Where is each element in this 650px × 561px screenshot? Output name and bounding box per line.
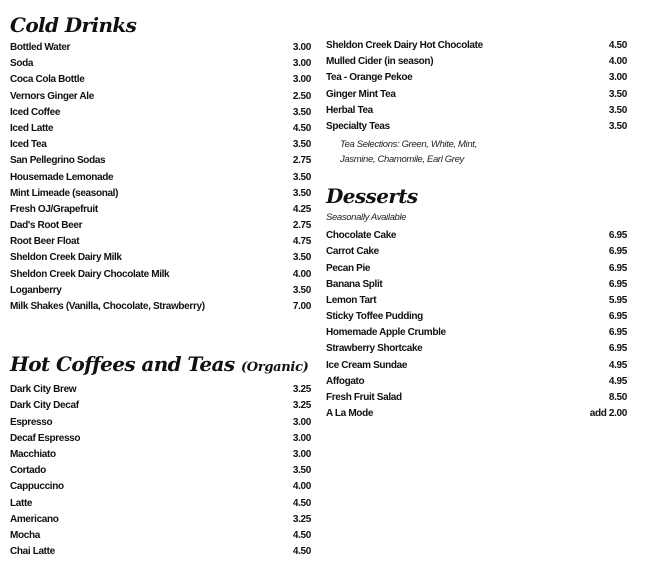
menu-item-price: 3.50 xyxy=(608,120,627,132)
menu-item-row xyxy=(10,170,312,186)
menu-item-price: 3.00 xyxy=(292,74,311,86)
left-column xyxy=(10,0,312,560)
menu-item-name: Affogato xyxy=(326,375,365,387)
menu-item-name: Decaf Espresso xyxy=(10,432,81,444)
menu-item-name: Ice Cream Sundae xyxy=(326,359,408,371)
right-column xyxy=(326,0,628,422)
menu-item-price: 2.75 xyxy=(292,220,311,232)
menu-item-price: 4.00 xyxy=(292,481,311,493)
menu-item-row xyxy=(10,234,312,250)
menu-item-row xyxy=(326,406,628,422)
menu-item-row xyxy=(10,398,312,414)
tea-note-line-2: Jasmine, Chamomile, Earl Grey xyxy=(340,154,464,166)
menu-item-name: Iced Tea xyxy=(10,139,47,151)
hot-coffees-title xyxy=(10,353,312,379)
menu-item-name: Fresh OJ/Grapefruit xyxy=(10,203,98,215)
menu-item-name: Iced Coffee xyxy=(10,106,61,118)
menu-item-name: Macchiato xyxy=(10,448,56,460)
menu-item-price: 4.95 xyxy=(608,375,627,387)
menu-item-price: 3.00 xyxy=(292,58,311,70)
menu-item-row xyxy=(10,89,312,105)
menu-item-name: Americano xyxy=(10,513,59,525)
menu-item-row xyxy=(326,244,628,260)
menu-item-price: 2.75 xyxy=(292,155,311,167)
menu-item-name: Bottled Water xyxy=(10,42,71,53)
desserts-list xyxy=(326,228,628,422)
menu-item-row xyxy=(326,341,628,357)
hot-coffees-subtitle: (Organic) xyxy=(240,360,309,376)
menu-item-price: 3.00 xyxy=(292,416,311,428)
menu-item-row xyxy=(326,358,628,374)
menu-item-price: 4.00 xyxy=(292,268,311,280)
menu-item-price: 4.50 xyxy=(292,122,311,134)
menu-item-price: add 2.00 xyxy=(589,408,627,420)
menu-item-price: 3.50 xyxy=(292,171,311,183)
menu-item-row xyxy=(10,56,312,72)
menu-item-row xyxy=(326,228,628,244)
hot-coffees-list xyxy=(10,382,312,560)
menu-item-name: Sheldon Creek Dairy Milk xyxy=(10,252,122,264)
menu-item-row xyxy=(10,382,312,398)
tea-note-line-1: Tea Selections: Green, White, Mint, xyxy=(340,139,477,151)
menu-item-price: 6.95 xyxy=(608,230,627,242)
cold-drinks-list xyxy=(10,40,312,315)
menu-item-row xyxy=(326,261,628,277)
menu-item-price: 8.50 xyxy=(608,392,627,403)
menu-item-price: 3.00 xyxy=(292,448,311,460)
hot-coffees-title-text: Hot Coffees and Teas xyxy=(10,352,235,377)
menu-item-price: 3.50 xyxy=(292,465,311,477)
desserts-title: Desserts xyxy=(326,184,418,209)
menu-item-price: 3.00 xyxy=(292,432,311,444)
menu-item-row xyxy=(10,202,312,218)
menu-item-price: 3.50 xyxy=(608,104,627,116)
menu-item-price: 3.50 xyxy=(292,106,311,118)
menu-item-name: Mocha xyxy=(10,529,40,541)
menu-item-name: A La Mode xyxy=(326,408,374,420)
menu-item-row xyxy=(326,103,628,119)
menu-item-price: 5.95 xyxy=(608,294,627,306)
menu-item-row xyxy=(10,137,312,153)
menu-item-name: Latte xyxy=(10,497,33,509)
menu-item-price: 3.00 xyxy=(292,42,311,53)
cold-drinks-title: Cold Drinks xyxy=(10,13,137,37)
menu-item-name: Ginger Mint Tea xyxy=(326,88,396,100)
menu-item-price: 4.50 xyxy=(292,546,311,558)
menu-item-name: Dark City Brew xyxy=(10,384,77,396)
menu-item-price: 6.95 xyxy=(608,327,627,339)
menu-item-row xyxy=(10,153,312,169)
menu-item-name: Housemade Lemonade xyxy=(10,171,114,183)
menu-item-row xyxy=(326,374,628,390)
menu-item-name: Milk Shakes (Vanilla, Chocolate, Strawberry) xyxy=(10,301,205,312)
menu-item-row xyxy=(10,447,312,463)
menu-item-name: San Pellegrino Sodas xyxy=(10,155,106,167)
menu-item-price: 3.50 xyxy=(608,88,627,100)
menu-item-name: Soda xyxy=(10,58,34,70)
menu-item-row xyxy=(326,390,628,406)
menu-item-price: 4.50 xyxy=(608,40,627,51)
menu-item-price: 3.25 xyxy=(292,400,311,412)
menu-item-price: 6.95 xyxy=(608,311,627,323)
menu-item-price: 7.00 xyxy=(292,301,311,312)
menu-item-name: Dark City Decaf xyxy=(10,400,79,412)
menu-item-name: Specialty Teas xyxy=(326,120,390,132)
menu-item-name: Chai Latte xyxy=(10,546,55,558)
menu-item-row xyxy=(10,415,312,431)
menu-item-name: Carrot Cake xyxy=(326,246,379,258)
menu-item-name: Sheldon Creek Dairy Chocolate Milk xyxy=(10,268,170,280)
menu-item-name: Banana Split xyxy=(326,278,383,290)
menu-item-row xyxy=(10,40,312,56)
menu-item-name: Lemon Tart xyxy=(326,294,377,306)
menu-item-row xyxy=(10,528,312,544)
menu-item-name: Pecan Pie xyxy=(326,262,371,274)
menu-item-price: 6.95 xyxy=(608,246,627,258)
menu-item-price: 6.95 xyxy=(608,278,627,290)
menu-item-price: 6.95 xyxy=(608,262,627,274)
menu-item-row xyxy=(10,463,312,479)
menu-item-name: Coca Cola Bottle xyxy=(10,74,85,86)
menu-item-price: 3.50 xyxy=(292,187,311,199)
menu-item-price: 4.25 xyxy=(292,203,311,215)
menu-item-name: Chocolate Cake xyxy=(326,230,397,242)
menu-item-price: 4.00 xyxy=(608,56,627,68)
tea-selections-note xyxy=(326,137,628,167)
menu-item-name: Vernors Ginger Ale xyxy=(10,90,94,102)
menu-item-row xyxy=(326,325,628,341)
menu-item-name: Homemade Apple Crumble xyxy=(326,327,446,339)
menu-item-row xyxy=(326,87,628,103)
menu-item-row xyxy=(326,54,628,70)
menu-item-row xyxy=(10,299,312,315)
menu-item-row xyxy=(326,70,628,86)
menu-item-price: 6.95 xyxy=(608,343,627,355)
menu-item-row xyxy=(10,121,312,137)
menu-item-name: Tea - Orange Pekoe xyxy=(326,72,413,84)
menu-item-row xyxy=(10,267,312,283)
menu-item-row xyxy=(10,186,312,202)
menu-item-name: Root Beer Float xyxy=(10,236,80,248)
menu-item-name: Sheldon Creek Dairy Hot Chocolate xyxy=(326,40,483,51)
menu-item-name: Strawberry Shortcake xyxy=(326,343,423,355)
menu-item-price: 4.50 xyxy=(292,497,311,509)
menu-item-row xyxy=(10,72,312,88)
menu-item-row xyxy=(10,512,312,528)
menu-item-price: 4.95 xyxy=(608,359,627,371)
hot-drinks-continued-list xyxy=(326,38,628,135)
menu-item-name: Iced Latte xyxy=(10,122,54,134)
menu-item-price: 3.25 xyxy=(292,384,311,396)
menu-item-price: 3.25 xyxy=(292,513,311,525)
menu-item-row xyxy=(10,283,312,299)
menu-item-price: 3.50 xyxy=(292,252,311,264)
menu-item-price: 3.50 xyxy=(292,284,311,296)
menu-item-row xyxy=(10,496,312,512)
menu-item-row xyxy=(10,105,312,121)
menu-item-row xyxy=(326,119,628,135)
menu-item-price: 4.75 xyxy=(292,236,311,248)
menu-item-name: Cortado xyxy=(10,465,46,477)
menu-item-row xyxy=(10,479,312,495)
desserts-availability-note: Seasonally Available xyxy=(326,212,407,224)
menu-item-row xyxy=(326,38,628,54)
menu-item-name: Mint Limeade (seasonal) xyxy=(10,187,119,199)
menu-item-row xyxy=(10,250,312,266)
menu-item-row xyxy=(10,544,312,560)
menu-item-row xyxy=(10,431,312,447)
menu-item-name: Dad's Root Beer xyxy=(10,220,83,232)
menu-item-name: Sticky Toffee Pudding xyxy=(326,311,423,323)
menu-item-name: Cappuccino xyxy=(10,481,64,493)
menu-item-price: 3.50 xyxy=(292,139,311,151)
menu-item-row xyxy=(326,309,628,325)
menu-item-price: 4.50 xyxy=(292,529,311,541)
menu-item-name: Loganberry xyxy=(10,284,62,296)
menu-item-row xyxy=(326,277,628,293)
menu-item-price: 3.00 xyxy=(608,72,627,84)
menu-item-name: Espresso xyxy=(10,416,53,428)
menu-item-row xyxy=(10,218,312,234)
menu-item-name: Mulled Cider (in season) xyxy=(326,56,434,68)
menu-item-price: 2.50 xyxy=(292,90,311,102)
menu-item-name: Fresh Fruit Salad xyxy=(326,392,402,403)
menu-item-name: Herbal Tea xyxy=(326,104,373,116)
menu-item-row xyxy=(326,293,628,309)
